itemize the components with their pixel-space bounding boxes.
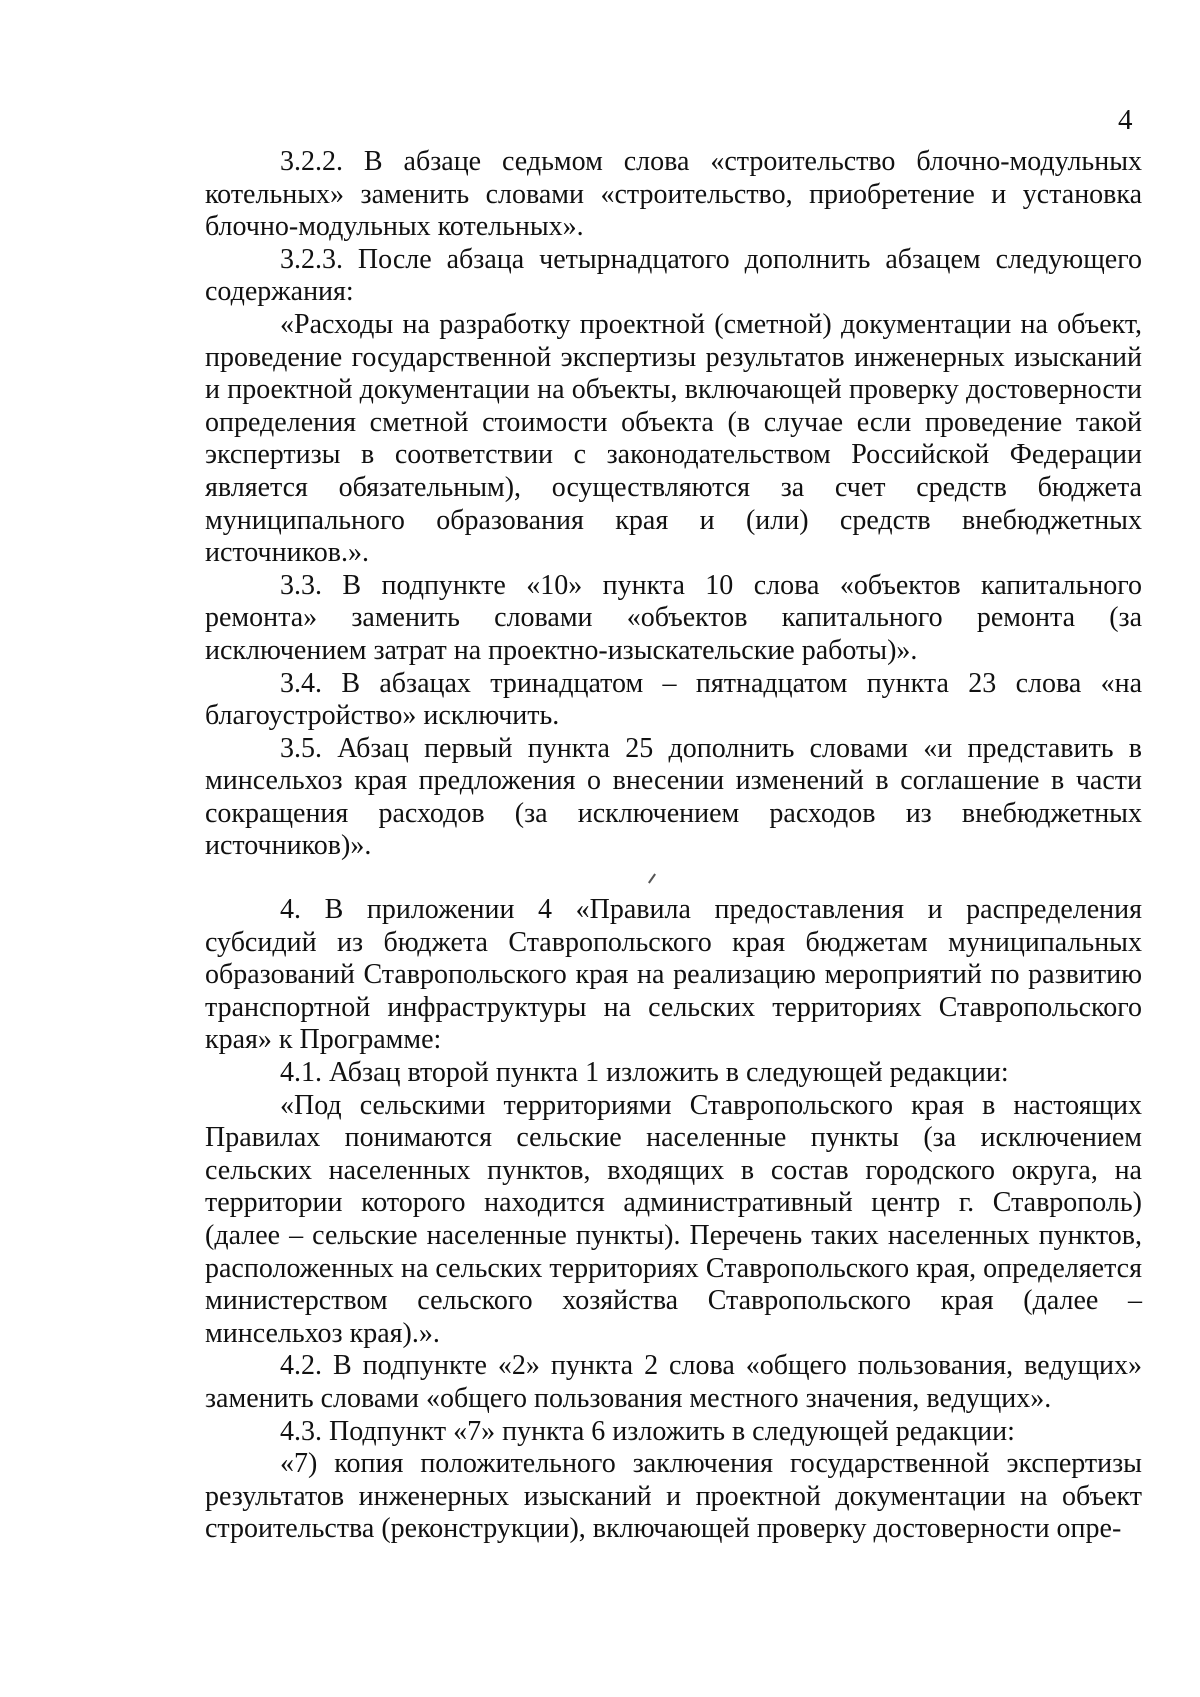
paragraph-4-3-quote: «7) копия положительного заключения государственной экспертизы результатов инженерных изысканий и проектной документации на объект строительства (реконструкции), включающей проверку достоверности опре-: [205, 1448, 1142, 1545]
paragraph-4-1: 4.1. Абзац второй пункта 1 изложить в следующей редакции:: [280, 1057, 1009, 1089]
paragraph-4-2: 4.2. В подпункте «2» пункта 2 слова «общего пользования, ведущих» заменить словами «общего пользования местного значения, ведущих».: [205, 1350, 1142, 1414]
paragraph-3-2-3-quote: «Расходы на разработку проектной (сметной) документации на объект, проведение государственной экспертизы результатов инженерных изысканий и проектной документации на объекты, включающей проверку достоверности определения сметной стоимости объекта (в случае если проведение такой экспертизы в соответствии с законодательством Российской Федерации является обязательным), осуществляются за счет средств бюджета муниципального образования края и (или) средств внебюджетных источников.».: [205, 308, 1142, 569]
paragraph-3-2-2: 3.2.2. В абзаце седьмом слова «строительство блочно-модульных котельных» заменить словами «строительство, приобретение и установка блочно-модульных котельных».: [205, 146, 1142, 243]
paragraph-3-5: 3.5. Абзац первый пункта 25 дополнить словами «и представить в минсельхоз края предложения о внесении изменений в соглашение в части сокращения расходов (за исключением расходов из внебюджетных источников)».: [205, 732, 1142, 862]
paragraph-4-3: 4.3. Подпункт «7» пункта 6 изложить в следующей редакции:: [280, 1415, 1015, 1447]
document-body: [205, 146, 1142, 1546]
paragraph-4-1-quote: «Под сельскими территориями Ставропольского края в настоящих Правилах понимаются сельские населенные пункты (за исключением сельских населенных пунктов, входящих в состав городского округа, на территории которого находится административный центр г. Ставрополь) (далее – сельские населенные пункты). Перечень таких населенных пунктов, расположенных на сельских территориях Ставропольского края, определяется министерством сельского хозяйства Ставропольского края (далее – минсельхоз края).».: [205, 1089, 1142, 1349]
paragraph-3-4: 3.4. В абзацах тринадцатом – пятнадцатом пункта 23 слова «на благоустройство» исключить.: [205, 667, 1142, 732]
paragraph-4: 4. В приложении 4 «Правила предоставления и распределения субсидий из бюджета Ставропольского края бюджетам муниципальных образований Ставропольского края на реализацию мероприятий по развитию транспортной инфраструктуры на сельских территориях Ставропольского края» к Программе:: [205, 894, 1142, 1056]
page-number: 4: [1118, 104, 1133, 136]
section-gap: [205, 863, 1142, 894]
paragraph-3-3: 3.3. В подпункте «10» пункта 10 слова «объектов капитального ремонта» заменить словами «объектов капитального ремонта (за исключением затрат на проектно-изыскательские работы)».: [205, 569, 1142, 666]
paragraph-3-2-3: 3.2.3. После абзаца четырнадцатого дополнить абзацем следующего содержания:: [205, 243, 1142, 308]
